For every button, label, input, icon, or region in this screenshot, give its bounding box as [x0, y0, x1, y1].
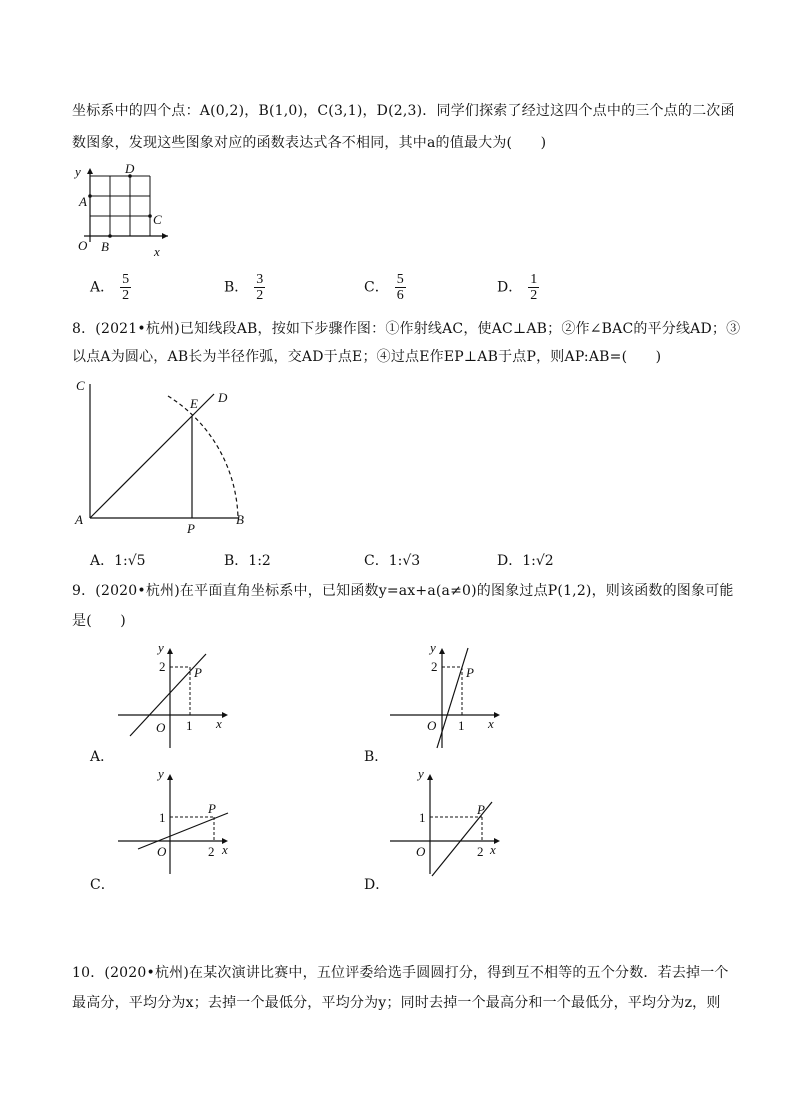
q10-line-2: 最高分，平均分为x；去掉一个最低分，平均分为y；同时去掉一个最高分和一个最低分，平均分为z，则: [72, 995, 721, 1011]
q7-option-d[interactable]: D． $\frac{1}{2}$: [497, 272, 538, 303]
q7-point-b-label: B: [101, 239, 109, 254]
q7-point-a-label: A: [79, 194, 87, 209]
q9c-origin-label: O: [157, 844, 167, 859]
q9a-point-p-label: P: [194, 665, 202, 680]
q9-option-c[interactable]: C．: [90, 877, 115, 893]
q9d-point-p-label: P: [477, 802, 485, 817]
q9b-origin-label: O: [427, 718, 437, 733]
q8-option-c[interactable]: C．1:√3: [364, 553, 421, 569]
q8-point-e-label: E: [190, 396, 198, 411]
q9c-xtick: 2: [208, 844, 215, 859]
q9c-point-p-label: P: [208, 801, 216, 816]
q7-line-2: 数图象，发现这些图象对应的函数表达式各不相同，其中a的值最大为( ): [72, 135, 547, 151]
q7-option-a[interactable]: A． $\frac{5}{2}$: [90, 272, 130, 303]
q8-construction-figure: [72, 376, 262, 536]
q8-point-p-label: P: [187, 521, 195, 536]
q9a-x-label: x: [216, 716, 222, 731]
q8-option-a[interactable]: A．1:√5: [90, 553, 146, 569]
q9c-x-label: x: [222, 842, 228, 857]
q10-line-1: 10．(2020•杭州)在某次演讲比赛中，五位评委给选手圆圆打分，得到互不相等的五个分数．若去掉一个: [72, 965, 729, 981]
q9a-xtick: 1: [186, 718, 193, 733]
q8-point-a-label: A: [75, 512, 83, 527]
q8-option-d[interactable]: D．1:√2: [497, 553, 554, 569]
q9b-xtick: 1: [458, 718, 465, 733]
q9c-y-label: y: [158, 766, 164, 781]
q9b-ytick: 2: [431, 659, 438, 674]
q9d-x-label: x: [490, 842, 496, 857]
q9-option-b[interactable]: B．: [364, 749, 389, 765]
q7-option-c[interactable]: C． $\frac{5}{6}$: [364, 272, 404, 303]
q7-option-b[interactable]: B． $\frac{3}{2}$: [224, 272, 264, 303]
q9-graph-d: [382, 766, 512, 876]
q9b-point-p-label: P: [466, 665, 474, 680]
q9a-origin-label: O: [156, 720, 166, 735]
q9-line-2: 是( ): [72, 613, 126, 629]
q9-option-a[interactable]: A．: [90, 749, 115, 765]
q7-point-d-label: D: [125, 161, 135, 176]
q8-option-b[interactable]: B．1:2: [224, 553, 271, 569]
q8-line-2: 以点A为圆心，AB长为半径作弧，交AD于点E；④过点E作EP⊥AB于点P，则AP:AB=( ): [72, 349, 662, 365]
q7-grid-figure: [70, 161, 180, 264]
q9a-ytick: 2: [159, 659, 166, 674]
q9-graph-c: [110, 766, 240, 876]
q8-point-c-label: C: [76, 378, 85, 393]
q8-point-d-label: D: [218, 390, 228, 405]
q8-line-1: 8．(2021•杭州)已知线段AB，按如下步骤作图：①作射线AC，使AC⊥AB；②作∠BAC的平分线AD；③: [72, 321, 741, 337]
q9b-y-label: y: [430, 640, 436, 655]
q9a-y-label: y: [158, 640, 164, 655]
q7-origin-label: O: [78, 238, 88, 253]
q9d-origin-label: O: [416, 844, 426, 859]
q9d-y-label: y: [418, 766, 424, 781]
q7-x-label: x: [154, 244, 160, 259]
q9c-ytick: 1: [159, 810, 166, 825]
q9d-xtick: 2: [477, 844, 484, 859]
q7-line-1: 坐标系中的四个点：A(0,2)，B(1,0)，C(3,1)，D(2,3)．同学们探索了经过这四个点中的三个点的二次函: [72, 103, 735, 119]
q9-graph-b: [382, 640, 512, 750]
q9b-x-label: x: [488, 716, 494, 731]
q9d-ytick: 1: [419, 810, 426, 825]
q9-graph-a: [110, 640, 240, 750]
q8-point-b-label: B: [236, 512, 244, 527]
q7-y-label: y: [75, 164, 81, 179]
q9-option-d[interactable]: D．: [364, 877, 390, 893]
q9-line-1: 9．(2020•杭州)在平面直角坐标系中，已知函数y=ax+a(a≠0)的图象过点P(1,2)，则该函数的图象可能: [72, 583, 734, 599]
q7-point-c-label: C: [153, 212, 162, 227]
